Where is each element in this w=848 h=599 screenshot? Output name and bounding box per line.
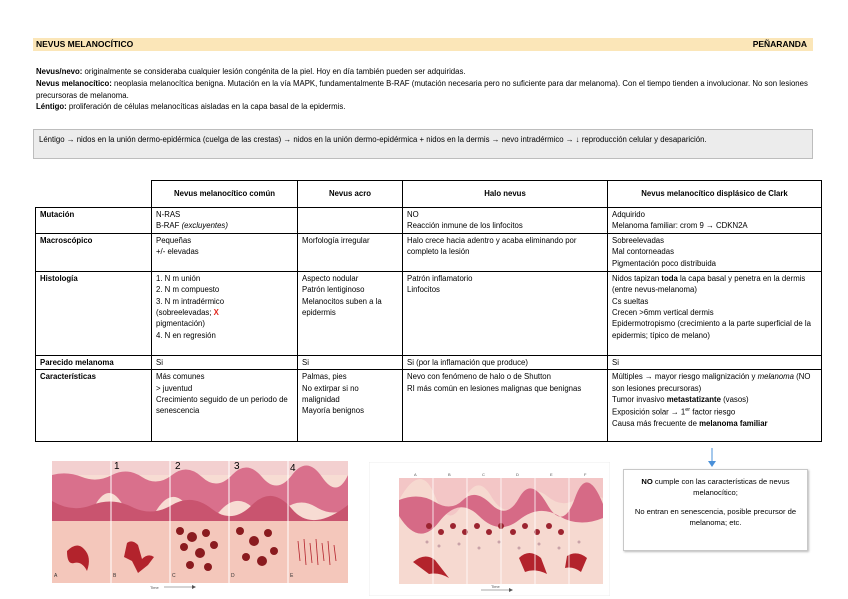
clark-histologia: Nidos tapizan toda la capa basal y penetra en la dermis (entre nevus-melanoma) Cs sueltas Crecen >6mm vertical dermis Epidermotropismo (crecimiento a la parte superficial de la epidermis; típico de melano) [608, 271, 822, 355]
cell: Si (por la inflamación que produce) [403, 355, 608, 369]
panel-letter-d: D [231, 573, 235, 579]
cell: Más comunes > juventud Crecimiento seguido de un periodo de senescencia [152, 370, 298, 442]
row-label-mutacion: Mutación [36, 208, 152, 234]
table-row [608, 233, 822, 271]
panel-letter-e: E [290, 573, 294, 579]
note-line-2: No entran en senescencia, posible precursor de melanoma; etc. [634, 507, 797, 527]
cell: Si [152, 355, 298, 369]
row-label-caracteristicas: Características [36, 370, 152, 442]
document-author: PEÑARANDA [752, 39, 807, 49]
row-label-macroscopico: Macroscópico [36, 233, 152, 271]
cell: NO Reacción inmune de los linfocitos [403, 208, 608, 234]
table-corner [36, 181, 152, 208]
clark-caracteristicas: Múltiples → mayor riesgo malignización y melanoma (NO son lesiones precursoras) Tumor invasivo metastatizante (vasos) Exposición solar → 1er factor riesgo Causa más frecuente de melanoma familiar [608, 370, 822, 442]
halo-nevus-illustration [369, 462, 610, 596]
cell: Aspecto nodular Patrón lentiginoso Melanocitos suben a la epidermis [298, 271, 403, 355]
nevus-evolution-illustration [52, 461, 348, 591]
stage-label-1: 1 [114, 461, 120, 472]
table-row [36, 370, 608, 442]
cell: Halo crece hacia adentro y acaba eliminando por completo la lesión [403, 233, 608, 271]
clark-parecido: Si [608, 355, 822, 369]
stage-label-2: 2 [175, 461, 181, 472]
panel-letter-c: C [482, 472, 485, 477]
clark-header-row [608, 181, 822, 208]
panel-letter-b: B [448, 472, 451, 477]
clark-table [607, 180, 822, 442]
table-row [36, 208, 608, 234]
table-row [608, 208, 822, 234]
svg-text:Time: Time [150, 585, 159, 590]
cell: N-RAS B-RAF (excluyentes) [152, 208, 298, 234]
header-comun: Nevus melanocítico común [152, 181, 298, 208]
cell: 1. N m unión 2. N m compuesto 3. N m intradérmico (sobreelevadas; X pigmentación) 4. N en regresión [152, 271, 298, 355]
stage-label-4: 4 [290, 463, 296, 474]
svg-text:Time: Time [491, 584, 500, 589]
header-halo: Halo nevus [403, 181, 608, 208]
clark-mutacion: Adquirido Melanoma familiar: crom 9 → CDKN2A [608, 208, 822, 234]
clark-header: Nevus melanocítico displásico de Clark [608, 181, 822, 208]
cell: Morfología irregular [298, 233, 403, 271]
x-mark: X [213, 308, 219, 318]
header-acro: Nevus acro [298, 181, 403, 208]
cell: Si [298, 355, 403, 369]
definition-melanocitico: Nevus melanocítico: neoplasia melanocítica benigna. Mutación en la vía MAPK, fundamentalmente B-RAF (mutación necesaria pero no suficiente para dar melanoma). Con el tiempo tienden a involucionar. No son lesiones precursoras de melanoma. [36, 78, 808, 100]
cell: Nevo con fenómeno de halo o de Shutton RI más común en lesiones malignas que benignas [403, 370, 608, 442]
nevus-evolution-figure [52, 461, 348, 591]
document-title: NEVUS MELANOCÍTICO [36, 39, 134, 49]
cell: Patrón inflamatorio Linfocitos [403, 271, 608, 355]
table-row [36, 355, 608, 369]
stage-label-3: 3 [234, 461, 240, 472]
definition-lentigo: Léntigo: proliferación de células melanocíticas aisladas en la capa basal de la epidermis. [36, 102, 346, 112]
table-header-row [36, 181, 608, 208]
halo-nevus-figure [369, 462, 610, 596]
table-row [608, 271, 822, 355]
cell [298, 208, 403, 234]
panel-letter-d: D [516, 472, 519, 477]
row-label-histologia: Histología [36, 271, 152, 355]
table-row [36, 233, 608, 271]
panel-letter-b: B [113, 573, 117, 579]
panel-letter-e: E [550, 472, 553, 477]
row-label-parecido: Parecido melanoma [36, 355, 152, 369]
document-header [33, 38, 813, 51]
table-row [608, 370, 822, 442]
panel-letter-c: C [172, 573, 176, 579]
note-line-1: NO cumple con las características de nevus melanocítico; [641, 477, 790, 497]
table-row [608, 355, 822, 369]
clark-macroscopico: Sobreelevadas Mal contorneadas Pigmentación poco distribuida [608, 233, 822, 271]
evolution-box: Léntigo → nidos en la unión dermo-epidérmica (cuelga de las crestas) → nidos en la unión dermo-epidérmica + nidos en la dermis → nevo intradérmico → ↓ reproducción celular y desaparición. [33, 129, 813, 159]
comparison-table [35, 180, 608, 442]
table-row [36, 271, 608, 355]
panel-letter-a: A [54, 573, 58, 579]
definition-nevus: Nevus/nevo: originalmente se consideraba cualquier lesión congénita de la piel. Hoy en día también pueden ser adquiridas. [36, 67, 466, 76]
cell: Palmas, pies No extirpar si no malignidad Mayoría benignos [298, 370, 403, 442]
clark-note-box [623, 469, 808, 551]
cell: Pequeñas +/- elevadas [152, 233, 298, 271]
panel-letter-f: F [584, 472, 587, 477]
arrow-down-icon [707, 448, 717, 468]
panel-letter-a: A [414, 472, 417, 477]
intro-definitions [36, 66, 816, 113]
